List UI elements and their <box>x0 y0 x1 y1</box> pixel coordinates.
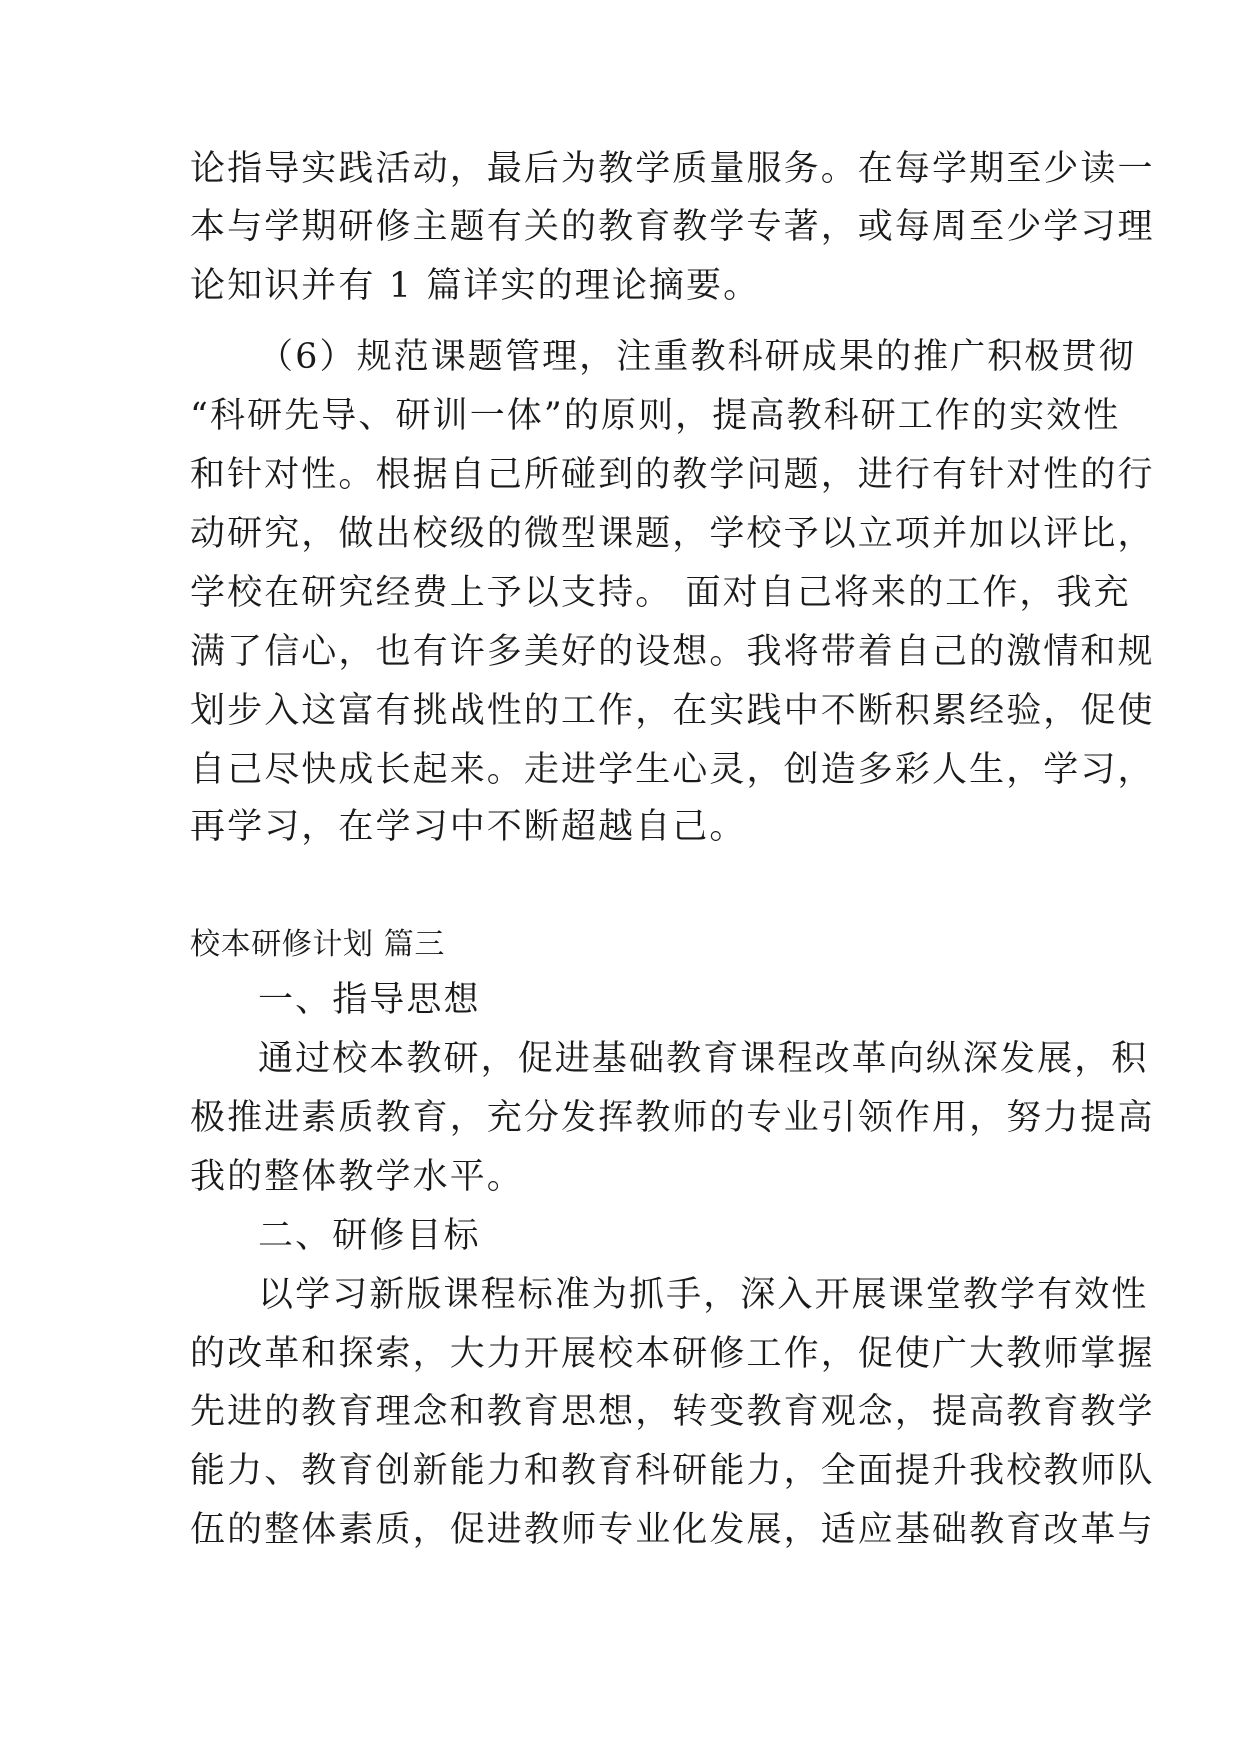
text-line: （6）规范课题管理，注重教科研成果的推广积极贯彻 <box>258 337 1136 377</box>
text-line: 极推进素质教育，充分发挥教师的专业引领作用，努力提高 <box>190 1098 1155 1138</box>
text-line: 论指导实践活动，最后为教学质量服务。在每学期至少读一 <box>190 149 1155 189</box>
text-line: 自己尽快成长起来。走进学生心灵，创造多彩人生，学习， <box>190 750 1155 790</box>
text-line: 我的整体教学水平。 <box>190 1157 524 1197</box>
section-heading: 校本研修计划 篇三 <box>190 927 445 962</box>
text-line: 通过校本教研，促进基础教育课程改革向纵深发展，积 <box>258 1039 1149 1079</box>
text-line: 论知识并有 1 篇详实的理论摘要。 <box>190 266 761 306</box>
text-line: 能力、教育创新能力和教育科研能力，全面提升我校教师队 <box>190 1451 1155 1491</box>
subsection-heading: 一、指导思想 <box>258 980 481 1020</box>
text-line: 和针对性。根据自己所碰到的教学问题，进行有针对性的行 <box>190 455 1155 495</box>
text-line: 先进的教育理念和教育思想，转变教育观念，提高教育教学 <box>190 1392 1155 1432</box>
text-line: 满了信心，也有许多美好的设想。我将带着自己的激情和规 <box>190 632 1155 672</box>
text-line: 以学习新版课程标准为抓手，深入开展课堂教学有效性 <box>258 1275 1149 1315</box>
text-line: 本与学期研修主题有关的教育教学专著，或每周至少学习理 <box>190 207 1155 247</box>
subsection-heading: 二、研修目标 <box>258 1216 481 1256</box>
text-line: “科研先导、研训一体”的原则，提高教科研工作的实效性 <box>190 396 1121 436</box>
text-line: 伍的整体素质，促进教师专业化发展，适应基础教育改革与 <box>190 1510 1155 1550</box>
text-line: 动研究，做出校级的微型课题，学校予以立项并加以评比， <box>190 514 1155 554</box>
text-line: 划步入这富有挑战性的工作，在实践中不断积累经验，促使 <box>190 691 1155 731</box>
text-line: 学校在研究经费上予以支持。 面对自己将来的工作，我充 <box>190 573 1131 613</box>
text-line: 再学习，在学习中不断超越自己。 <box>190 807 747 847</box>
text-line: 的改革和探索，大力开展校本研修工作，促使广大教师掌握 <box>190 1334 1155 1374</box>
